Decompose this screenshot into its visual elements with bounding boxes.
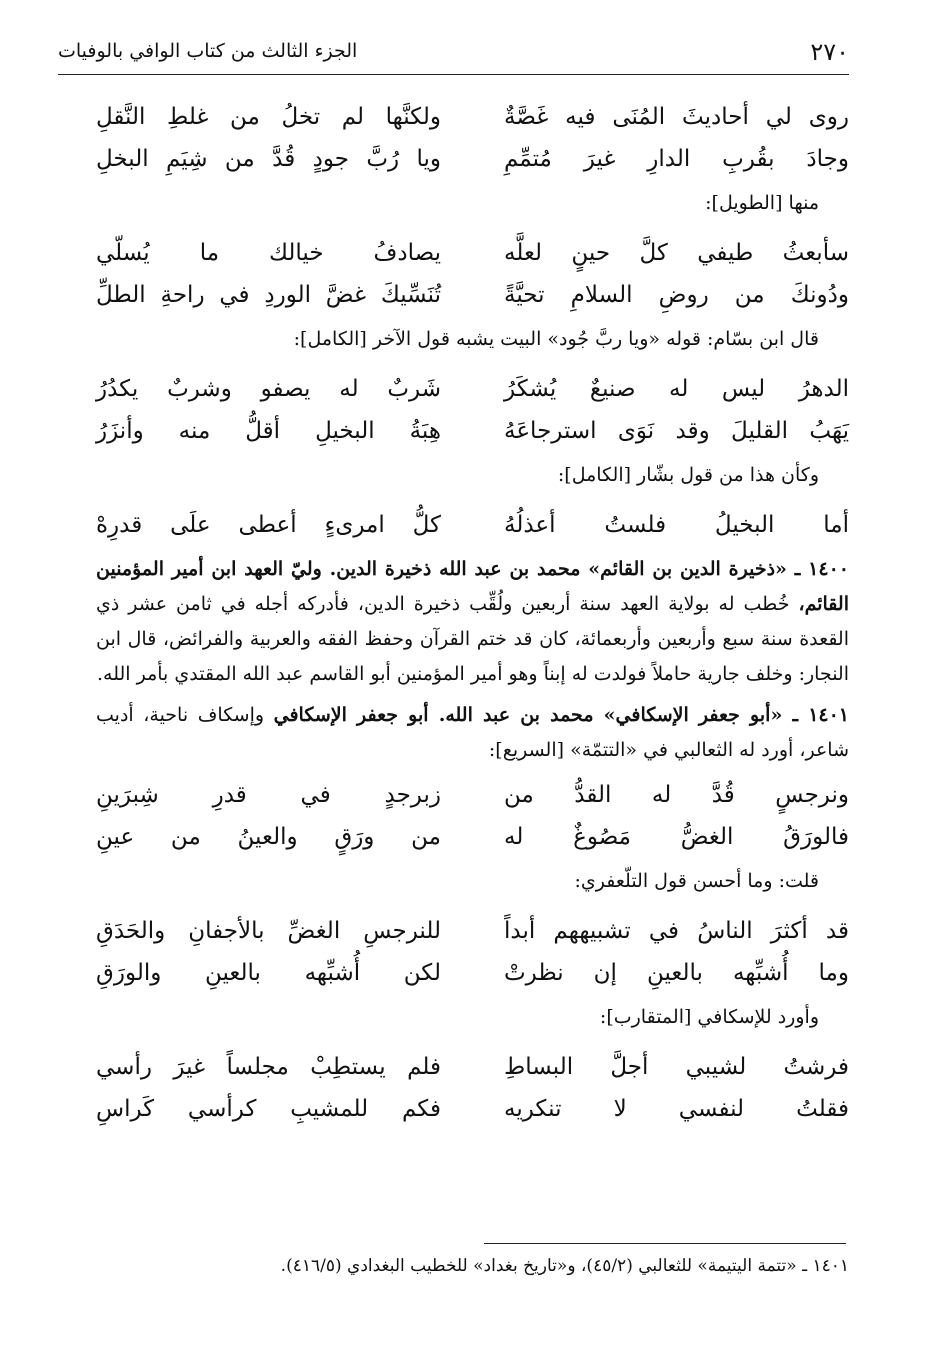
footnote-divider xyxy=(484,1243,846,1244)
entry-text: خُطب له بولاية العهد سنة أربعين ولُقِّب ذخيرة الدين، فأدركه أجله في ثامن عشر ذي القعدة سنة سبع وأربعين وأربعمائة، كان قد ختم القرآن وحفظ الفقه والعربية والفرائض، قال ابن النجار: وخلف جارية حاملاً فولدت له إبناً وهو أمير المؤمنين أبو القاسم عبد الله المقتدي بأمر الله. xyxy=(96,593,849,685)
poem-verses xyxy=(96,774,849,858)
verse-introduction: قلت: وما أحسن قول التلّعفري: xyxy=(574,870,819,892)
verse-line xyxy=(96,504,849,546)
verse-line xyxy=(96,138,849,180)
biography-entry xyxy=(96,552,849,692)
verse-first-hemistich: قد أكثرَ الناسُ في تشبيههم أبداً xyxy=(504,918,849,944)
verse-second-hemistich: فكم للمشيبِ كرأسي كَراسِ xyxy=(96,1096,441,1122)
verse-first-hemistich: أما البخيلُ فلستُ أعذلُهُ xyxy=(504,512,849,538)
verse-second-hemistich: للنرجسِ الغضِّ بالأجفانِ والحَدَقِ xyxy=(96,918,441,944)
verse-line xyxy=(96,274,849,316)
verse-second-hemistich: من ورَقٍ والعينُ من عينِ xyxy=(96,824,441,850)
verse-second-hemistich: ويا رُبَّ جودٍ قُدَّ من شِيَمِ البخلِ xyxy=(96,146,441,172)
poem-verses xyxy=(96,232,849,316)
poem-verses xyxy=(96,910,849,994)
verse-first-hemistich: روى لي أحاديثَ المُنَى فيه غَصَّةٌ xyxy=(504,104,849,130)
verse-line xyxy=(96,910,849,952)
verse-line xyxy=(96,96,849,138)
verse-first-hemistich: سأبعثُ طيفي كلَّ حينٍ لعلَّه xyxy=(504,240,849,266)
verse-line xyxy=(96,952,849,994)
entry-text: وإسكاف ناحية، أديب شاعر، أورد له الثعالبي في «التتمّة» [السريع]: xyxy=(96,704,849,761)
verse-second-hemistich: هِبَةُ البخيلِ أقلُّ منه وأنزَرُ xyxy=(96,418,441,444)
verse-introduction: وأورد للإسكافي [المتقارب]: xyxy=(599,1006,819,1028)
verse-line xyxy=(96,816,849,858)
poem-verses xyxy=(96,96,849,180)
poem-verses xyxy=(96,1046,849,1130)
verse-second-hemistich: تُنَسِّيكَ غضَّ الوردِ في راحةِ الطلِّ xyxy=(96,282,441,308)
verse-second-hemistich: زبرجدٍ في قدرِ شِبرَينِ xyxy=(96,782,441,808)
verse-first-hemistich: وما أُشبِّهه بالعينِ إن نظرتْ xyxy=(504,960,849,986)
verse-line xyxy=(96,232,849,274)
verse-first-hemistich: فرشتُ لشيبي أجلَّ البساطِ xyxy=(504,1054,849,1080)
verse-line xyxy=(96,774,849,816)
poem-verses xyxy=(96,368,849,452)
biography-entry xyxy=(96,698,849,768)
verse-first-hemistich: فالورَقُ الغضُّ مَصُوغٌ له xyxy=(504,824,849,850)
verse-line xyxy=(96,368,849,410)
verse-line xyxy=(96,1046,849,1088)
verse-introduction: قال ابن بسّام: قوله «ويا ربَّ جُود» البيت يشبه قول الآخر [الكامل]: xyxy=(293,328,819,350)
verse-introduction: وكأن هذا من قول بشّار [الكامل]: xyxy=(557,464,819,486)
verse-second-hemistich: لكن أُشبِّهه بالعينِ والورَقِ xyxy=(96,960,441,986)
footnote: ١٤٠١ ـ «تتمة اليتيمة» للثعالبي (٤٥/٢)، و«تاريخ بغداد» للخطيب البغدادي (٤١٦/٥). xyxy=(280,1256,849,1276)
verse-first-hemistich: الدهرُ ليس له صنيعٌ يُشكَرُ xyxy=(504,376,849,402)
entry-heading: ١٤٠١ ـ «أبو جعفر الإسكافي» محمد بن عبد الله. أبو جعفر الإسكافي xyxy=(273,704,850,726)
verse-introduction: منها [الطويل]: xyxy=(705,192,819,214)
verse-first-hemistich: يَهَبُ القليلَ وقد نَوَى استرجاعَهُ xyxy=(504,418,849,444)
poem-verses xyxy=(96,504,849,546)
verse-line xyxy=(96,1088,849,1130)
entry-heading: ١٤٠٠ ـ «ذخيرة الدين بن القائم» محمد بن عبد الله ذخيرة الدين. وليّ العهد ابن أمير المؤمنين القائم، xyxy=(96,558,849,615)
verse-second-hemistich: شَربٌ له يصفو وشربٌ يكدُرُ xyxy=(96,376,441,402)
verse-second-hemistich: فلم يستطِبْ مجلساً غيرَ رأسي xyxy=(96,1054,441,1080)
verse-line xyxy=(96,410,849,452)
verse-second-hemistich: ولكنَّها لم تخلُ من غلطِ النَّقلِ xyxy=(96,104,441,130)
verse-second-hemistich: يصادفُ خيالك ما يُسلّي xyxy=(96,240,441,266)
page-number: ٢٧٠ xyxy=(810,38,849,66)
page-header xyxy=(58,36,849,75)
verse-first-hemistich: ونرجسٍ قُدَّ له القدُّ من xyxy=(504,782,849,808)
running-title: الجزء الثالث من كتاب الوافي بالوفيات xyxy=(58,40,358,62)
verse-first-hemistich: وجادَ بقُربِ الدارِ غيرَ مُتمِّمِ xyxy=(504,146,849,172)
verse-first-hemistich: فقلتُ لنفسي لا تنكريه xyxy=(504,1096,849,1122)
page-body xyxy=(96,96,849,1136)
verse-second-hemistich: كلُّ امرىءٍ أعطى علَى قدرِهْ xyxy=(96,512,441,538)
verse-first-hemistich: ودُونكَ من روضِ السلامِ تحيَّةً xyxy=(504,282,849,308)
